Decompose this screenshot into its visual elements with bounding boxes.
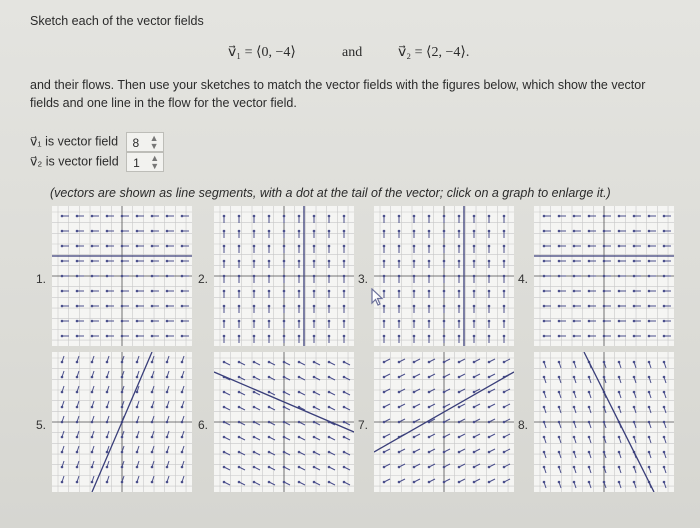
vector-field-graph-2[interactable] [214,206,354,346]
vector-field-graph-3[interactable] [374,206,514,346]
vector-field-graph-7[interactable] [374,352,514,492]
mouse-cursor-icon [370,288,384,306]
graph-number-8: 8. [518,418,529,432]
vector-field-plot [52,352,192,492]
vector-field-plot [214,206,354,346]
answer-select-v1[interactable] [126,132,164,152]
vector-field-graph-6[interactable] [214,352,354,492]
vector-field-plot [52,206,192,346]
graph-number-4: 4. [518,272,529,286]
vector-field-plot [374,352,514,492]
graph-number-1: 1. [36,272,47,286]
instructions-text: and their flows. Then use your sketches to match the vector fields with the figures below, which show the vector fields and one line in the flow for the vector field. [30,78,646,110]
v2-definition: v⃗₂ = ⟨2, −4⟩. [398,45,470,60]
graph-number-2: 2. [198,272,209,286]
intro-text: Sketch each of the vector fields [30,14,204,28]
answer-label-v1: v⃗₁ is vector field [30,134,119,149]
answer-row-v2 [30,152,164,172]
answer-select-v2[interactable] [126,152,164,172]
answer-value-v1: 8 [132,136,140,150]
graph-number-6: 6. [198,418,209,432]
vector-field-plot [374,206,514,346]
answer-label-v2: v⃗₂ is vector field [30,154,119,169]
graph-number-7: 7. [358,418,369,432]
chevron-updown-icon: ▲ ▼ [150,153,160,171]
graph-number-5: 5. [36,418,47,432]
answer-value-v2: 1 [133,156,140,170]
vector-field-graph-5[interactable] [52,352,192,492]
answer-row-v1 [30,132,164,152]
vector-field-plot [534,352,674,492]
vector-field-plot [534,206,674,346]
vector-field-plot [214,352,354,492]
graph-number-3: 3. [358,272,369,286]
vector-field-graph-1[interactable] [52,206,192,346]
and-word: and [342,45,363,60]
v1-definition: v⃗₁ = ⟨0, −4⟩ [228,45,296,60]
vector-field-graph-4[interactable] [534,206,674,346]
note-text: (vectors are shown as line segments, with a dot at the tail of the vector; click on a graph to enlarge it.) [50,186,611,200]
vector-field-graph-8[interactable] [534,352,674,492]
chevron-updown-icon: ▲ ▼ [149,133,159,151]
